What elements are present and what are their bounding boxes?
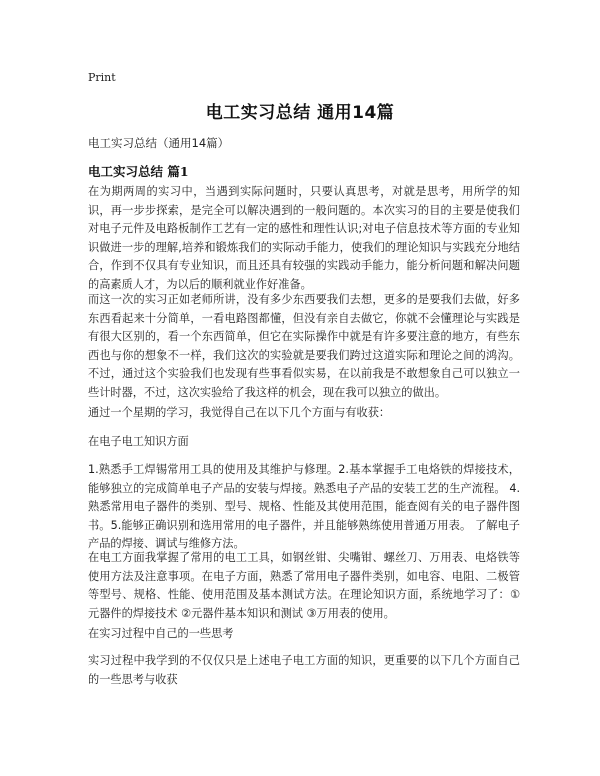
- print-label[interactable]: Print: [88, 71, 116, 84]
- paragraph-4: 1.熟悉手工焊锡常用工具的使用及其维护与修理。2.基本掌握手工电烙铁的焊接技术，能够独立的完成简单电子产品的安装与焊接。熟悉电子产品的安装工艺的生产流程。 4.熟悉常用电子器件的类别、型号、规格、性能及其使用范围，能查阅有关的电子器件图书。5.能够正确识别和选用常用的电子器件，并且能够熟练使用普通万用表。 了解电子产品的焊接、调试与维修方法。: [88, 463, 520, 550]
- paragraph-3: 通过一个星期的学习，我觉得自己在以下几个方面与有收获：: [88, 406, 391, 419]
- paragraph-2: 而这一次的实习正如老师所讲，没有多少东西要我们去想，更多的是要我们去做，好多东西看起来十分简单，一看电路图都懂，但没有亲自去做它，你就不会懂理论与实践是有很大区别的，看一个东西简单，但它在实际操作中就是有许多要注意的地方，有些东西也与你的想象不一样，我们这次的实验就是要我们跨过这道实际和理论之间的鸿沟。不过，通过这个实验我们也发现有些事看似实易，在以前我是不敢想象自己可以独立一些计时器，不过，这次实验给了我这样的机会，现在我可以独立的做出。: [88, 293, 520, 399]
- subheading-electrical-knowledge: 在电子电工知识方面: [88, 435, 189, 448]
- paragraph-1: 在为期两周的实习中，当遇到实际问题时，只要认真思考，对就是思考，用所学的知识，再一步步探索，是完全可以解决遇到的一般问题的。本次实习的目的主要是使我们对电子元件及电路板制作工艺有一定的感性和理性认识;对电子信息技术等方面的专业知识做进一步的理解,培养和锻炼我们的实际动手能力，使我们的理论知识与实践充分地结合，作到不仅具有专业知识，而且还具有较强的实践动手能力，能分析问题和解决问题的高素质人才，为以后的顺利就业作好准备。: [88, 185, 520, 291]
- subheading-reflections: 在实习过程中自己的一些思考: [88, 627, 234, 640]
- paragraph-5: 在电工方面我掌握了常用的电工工具，如钢丝钳、尖嘴钳、螺丝刀、万用表、电烙铁等使用方法及注意事项。在电子方面，熟悉了常用电子器件类别，如电容、电阻、二极管等型号、规格、性能、使用范围及基本测试方法。在理论知识方面，系统地学习了：①元器件的焊接技术 ②元器件基本知识和测试 ③万用表的使用。: [88, 551, 520, 620]
- document-title: 电工实习总结 通用14篇: [205, 103, 395, 123]
- document-subtitle: 电工实习总结（通用14篇）: [88, 136, 230, 150]
- paragraph-6: 实习过程中我学到的不仅仅只是上述电子电工方面的知识，更重要的以下几个方面自己的一些思考与收获: [88, 654, 520, 686]
- section-heading: 电工实习总结 篇1: [88, 164, 189, 179]
